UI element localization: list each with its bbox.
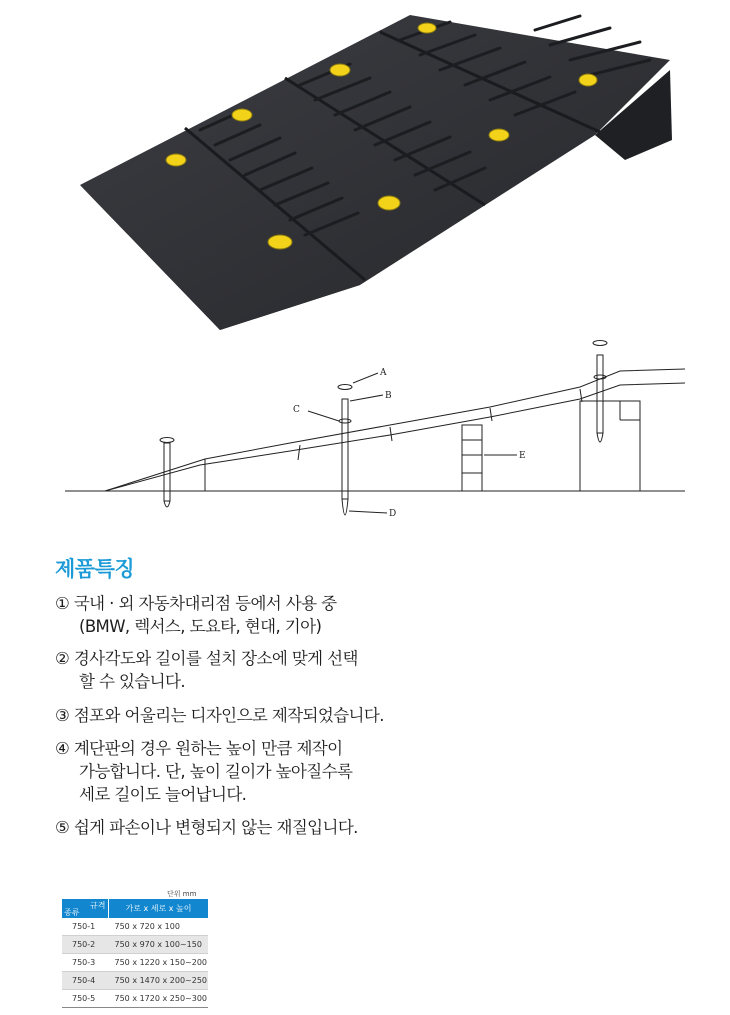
label-b: B xyxy=(385,391,392,401)
spec-header-kind xyxy=(62,899,109,918)
unit-label: 단위 mm xyxy=(167,890,197,898)
stair-support xyxy=(462,425,482,491)
spec-kind: 750-1 xyxy=(72,922,96,931)
feature-line: ③ 점포와 어울리는 디자인으로 제작되었습니다. xyxy=(55,706,384,725)
ramp-profile-top xyxy=(105,369,685,491)
table-row xyxy=(62,936,208,954)
feature-line: (BMW, 렉서스, 도요타, 현대, 기아) xyxy=(79,617,322,636)
header-spec-label: 규격 xyxy=(90,901,106,910)
spec-dims: 750 x 720 x 100 xyxy=(114,922,180,931)
feature-line: 할 수 있습니다. xyxy=(79,672,185,691)
feature-line: ⑤ 쉽게 파손이나 변형되지 않는 재질입니다. xyxy=(55,818,358,837)
feature-item xyxy=(55,592,336,638)
anchor-pin xyxy=(593,341,607,443)
header-kind-label: 종류 xyxy=(64,908,80,917)
spec-header-row xyxy=(62,899,208,918)
label-a: A xyxy=(380,368,387,378)
table-row xyxy=(62,972,208,990)
label-d: D xyxy=(389,509,397,519)
features-title: 제품특징 xyxy=(55,557,135,581)
label-c: C xyxy=(293,405,300,415)
table-row xyxy=(62,990,208,1008)
feature-line: ④ 계단판의 경우 원하는 높이 만큼 제작이 xyxy=(55,739,343,758)
spec-dims: 750 x 1470 x 200~250 xyxy=(114,976,208,985)
feature-line: 가능합니다. 단, 높이 길이가 높아질수록 xyxy=(79,762,353,781)
spec-kind: 750-2 xyxy=(72,940,96,949)
spec-header-dims: 가로 x 세로 x 높이 xyxy=(109,899,209,918)
feature-item xyxy=(55,816,358,839)
spec-kind: 750-3 xyxy=(72,958,96,967)
feature-item xyxy=(55,647,358,693)
product-photo xyxy=(80,0,680,335)
spec-dims: 750 x 1720 x 250~300 xyxy=(114,994,208,1003)
label-e: E xyxy=(519,451,526,461)
table-row xyxy=(62,918,208,936)
anchor-pin xyxy=(338,385,352,516)
feature-item xyxy=(55,704,384,727)
spec-dims: 750 x 1220 x 150~200 xyxy=(114,958,208,967)
spec-dims: 750 x 970 x 100~150 xyxy=(114,940,202,949)
feature-line: ② 경사각도와 길이를 설치 장소에 맞게 선택 xyxy=(55,649,358,668)
installation-diagram xyxy=(60,335,690,530)
ramp-top-surface xyxy=(80,15,670,330)
feature-item xyxy=(55,737,352,806)
stair-support xyxy=(580,401,640,491)
feature-line: 세로 길이도 늘어납니다. xyxy=(79,785,247,804)
spec-kind: 750-4 xyxy=(72,976,96,985)
feature-line: ① 국내 · 외 자동차대리점 등에서 사용 중 xyxy=(55,594,337,613)
spec-table xyxy=(62,899,208,1008)
table-row xyxy=(62,954,208,972)
spec-kind: 750-5 xyxy=(72,994,96,1003)
